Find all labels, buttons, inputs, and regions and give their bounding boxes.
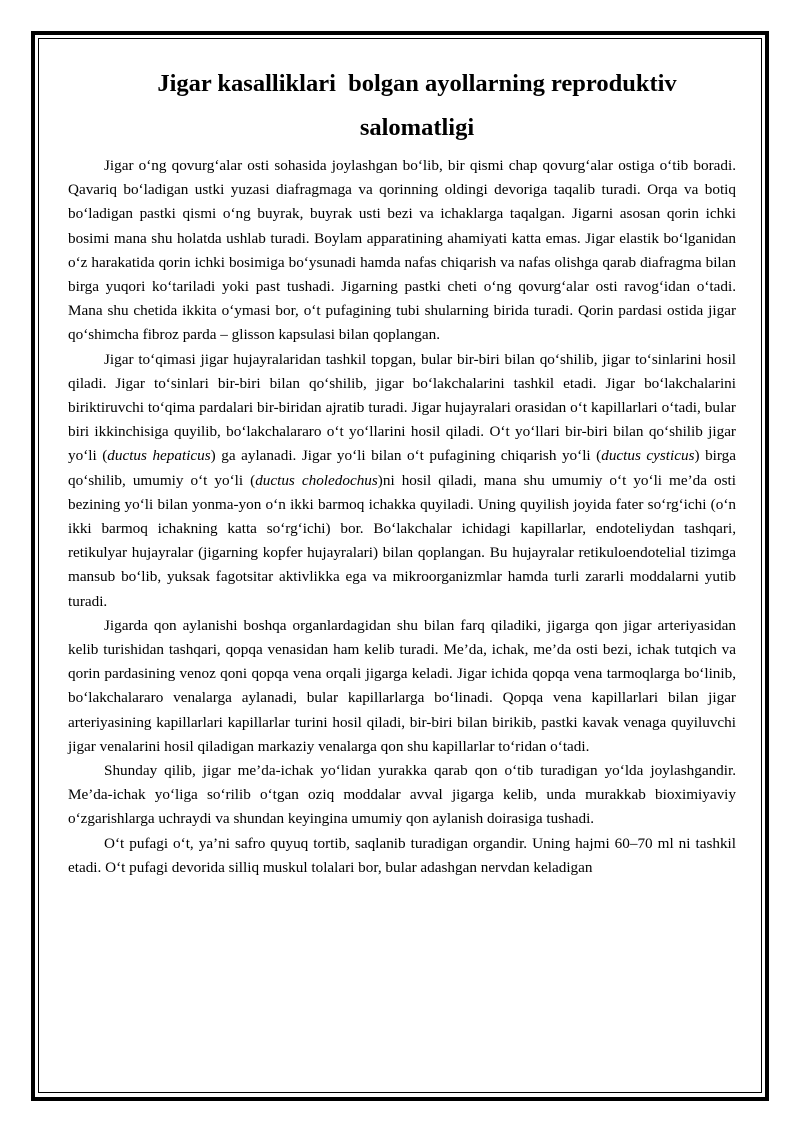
paragraph-text: O‘t pufagi o‘t, ya’ni safro quyuq tortib, saqlanib turadigan organdir. Uning hajmi 60–70 ml ni tashkil etadi. O‘t pufagi devorida silliq muskul tolalari bor, bular adashgan nervdan keladigan <box>68 834 736 876</box>
document-body <box>68 62 736 880</box>
body-paragraph <box>68 154 736 348</box>
paragraph-text: Jigar o‘ng qovurg‘alar osti sohasida joylashgan bo‘lib, bir qismi chap qovurg‘alar ostiga o‘tib boradi. Qavariq bo‘ladigan ustki yuzasi diafragmaga va qorinning oldingi devoriga taqalib turadi. Orqa va botiq bo‘ladigan pastki qismi o‘ng buyrak, buyrak usti bezi va ichaklarga taqalgan. Jigarni asosan qorin ichki bosimi mana shu holatda ushlab turadi. Boylam apparatining ahamiyati katta emas. Jigar elastik bo‘lganidan o‘z harakatida qorin ichki bosimiga bo‘ysunadi hamda nafas chiqarish va nafas olishga qarab diafragma bilan birga yuqori ko‘tariladi yoki past tushadi. Jigarning pastki cheti o‘ng qovurg‘alar osti ravog‘idan o‘tadi. Mana shu chetida ikkita o‘ymasi bor, o‘t pufagining tubi shularning birida turadi. Qorin pardasi ostida jigar qo‘shimcha fibroz parda – glisson kapsulasi bilan qoplangan. <box>68 157 736 344</box>
paragraphs-container <box>68 154 736 880</box>
paragraph-text: Shunday qilib, jigar me’da-ichak yo‘lidan yurakka qarab qon o‘tib turadigan yo‘lda joylashgandir. Me’da-ichak yo‘liga so‘rilib o‘tgan oziq moddalar avval jigarga kelib, unda murakkab bioximiyaviy o‘zgarishlarga uchraydi va shundan keyingina umumiy qon aylanish doirasiga tushadi. <box>68 762 736 828</box>
body-paragraph <box>68 348 736 614</box>
document-title: Jigar kasalliklari bolgan ayollarning reproduktiv salomatligi <box>157 70 683 141</box>
latin-term: ductus hepaticus <box>107 447 211 465</box>
paragraph-text: Jigarda qon aylanishi boshqa organlardagidan shu bilan farq qiladiki, jigarga qon jigar arteriyasidan kelib turishidan tashqari, qopqa venasidan ham kelib turadi. Me’da, ichak, me’da osti bezi, ichak tutqich va qorin pardasining venoz qoni qopqa vena orqali jigarga keladi. Jigar ichida qopqa vena tarmoqlarga bo‘linib, bo‘lakchalararo venalarga aylanadi, bular kapillarlarga bo‘linadi. Qopqa vena kapillarlari bilan jigar arteriyasining kapillarlari kapillarlar turini hosil qiladi, bir-biri bilan birikib, pastki kavak venaga quyiluvchi jigar venalarini hosil qiladigan markaziy venalarga qon shu kapillarlar to‘ridan o‘tadi. <box>68 616 736 755</box>
body-paragraph <box>68 759 736 832</box>
body-paragraph <box>68 614 736 759</box>
body-paragraph <box>68 832 736 880</box>
latin-term: ductus choledochus <box>255 471 378 489</box>
latin-term: ductus cysticus <box>601 447 695 465</box>
paragraph-text: ) birga qo‘shilib, umumiy o‘t yo‘li ( <box>68 447 736 489</box>
paragraph-text: Jigar to‘qimasi jigar hujayralaridan tashkil topgan, bular bir-biri bilan qo‘shilib, jigar to‘sinlarini hosil qiladi. Jigar to‘sinlari bir-biri bilan qo‘shilib, jigar bo‘lakchalarini tashkil etadi. Jigar bo‘lakchalarini biriktiruvchi to‘qima pardalari bir-biridan ajratib turadi. Jigar hujayralari orasidan o‘t kapillarlari o‘tadi, bular biri ikkinchisiga quyilib, bo‘lakchalararo o‘t yo‘llarini hosil qiladi. O‘t yo‘llari bir-biri bilan qo‘shilib jigar yo‘li ( <box>68 350 736 465</box>
paragraph-text: )ni hosil qiladi, mana shu umumiy o‘t yo‘li me’da osti bezining yo‘li bilan yonma-yon o‘n ikki barmoq ichakka quyiladi. Uning quyilish joyida fater so‘rg‘ichi (o‘n ikki barmoq ichakning katta so‘rg‘ichi) bor. Bo‘lakchalar ichidagi kapillarlar, endoteliydan tashqari, retikulyar hujayralar (jigarning kopfer hujayralari) bilan qoplangan. Bu hujayralar retikuloendotelial tizimga mansub bo‘lib, yuksak fagotsitar aktivlikka ega va mikroorganizmlar hamda turli zararli moddalarni yutib turadi. <box>68 471 736 610</box>
paragraph-text: ) ga aylanadi. Jigar yo‘li bilan o‘t pufagining chiqarish yo‘li ( <box>210 447 602 465</box>
